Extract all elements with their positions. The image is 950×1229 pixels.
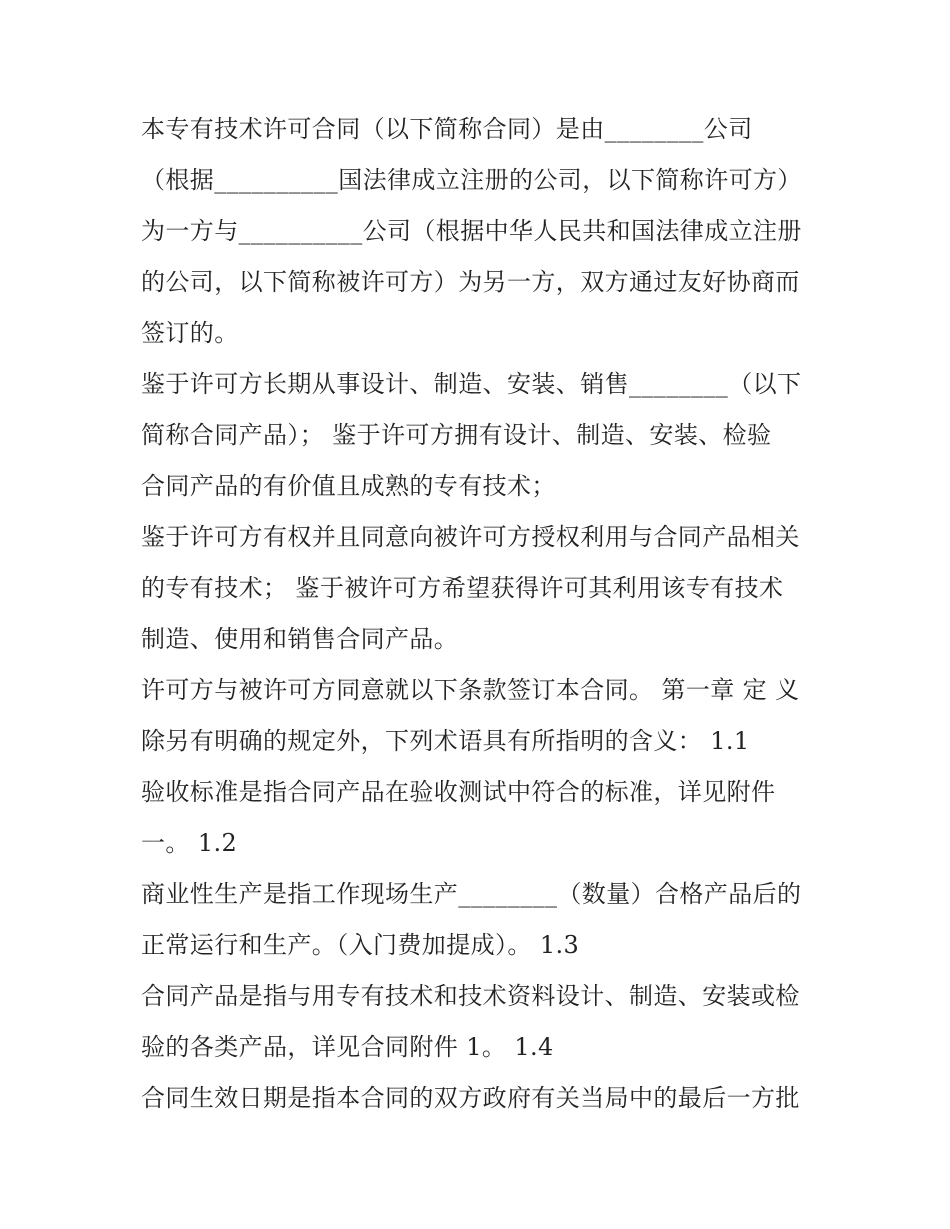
text-line: 除另有明确的规定外，下列术语具有所指明的含义： 1.1 [141, 727, 750, 755]
text-line: 鉴于许可方有权并且同意向被许可方授权利用与合同产品相关 [141, 523, 800, 551]
text-line: 本专有技术许可合同（以下简称合同）是由________公司 [141, 115, 753, 143]
text-line: 为一方与__________公司（根据中华人民共和国法律成立注册 [141, 217, 802, 245]
text-line: 的专有技术； 鉴于被许可方希望获得许可其利用该专有技术 [141, 574, 784, 602]
text-line: 商业性生产是指工作现场生产________（数量）合格产品后的 [141, 880, 802, 908]
text-line: 制造、使用和销售合同产品。 [141, 625, 459, 653]
text-line: 验收标准是指合同产品在验收测试中符合的标准，详见附件 [141, 778, 776, 806]
text-line: 简称合同产品）； 鉴于许可方拥有设计、制造、安装、检验 [141, 421, 772, 449]
text-line: 一。 1.2 [141, 829, 238, 857]
text-line: （根据__________国法律成立注册的公司，以下简称许可方） [141, 166, 802, 194]
text-line: 正常运行和生产。（入门费加提成）。 1.3 [141, 931, 580, 959]
text-line: 签订的。 [141, 319, 239, 347]
text-line: 的公司，以下简称被许可方）为另一方，双方通过友好协商而 [141, 268, 800, 296]
text-line: 鉴于许可方长期从事设计、制造、安装、销售________（以下 [141, 370, 802, 398]
text-line: 许可方与被许可方同意就以下条款签订本合同。 第一章 定 义 [141, 676, 800, 704]
text-line: 验的各类产品，详见合同附件 1。 1.4 [141, 1033, 554, 1061]
text-line: 合同生效日期是指本合同的双方政府有关当局中的最后一方批 [141, 1084, 800, 1112]
text-line: 合同产品是指与用专有技术和技术资料设计、制造、安装或检 [141, 982, 800, 1010]
document-body [141, 106, 821, 1126]
text-line: 合同产品的有价值且成熟的专有技术； [141, 472, 556, 500]
